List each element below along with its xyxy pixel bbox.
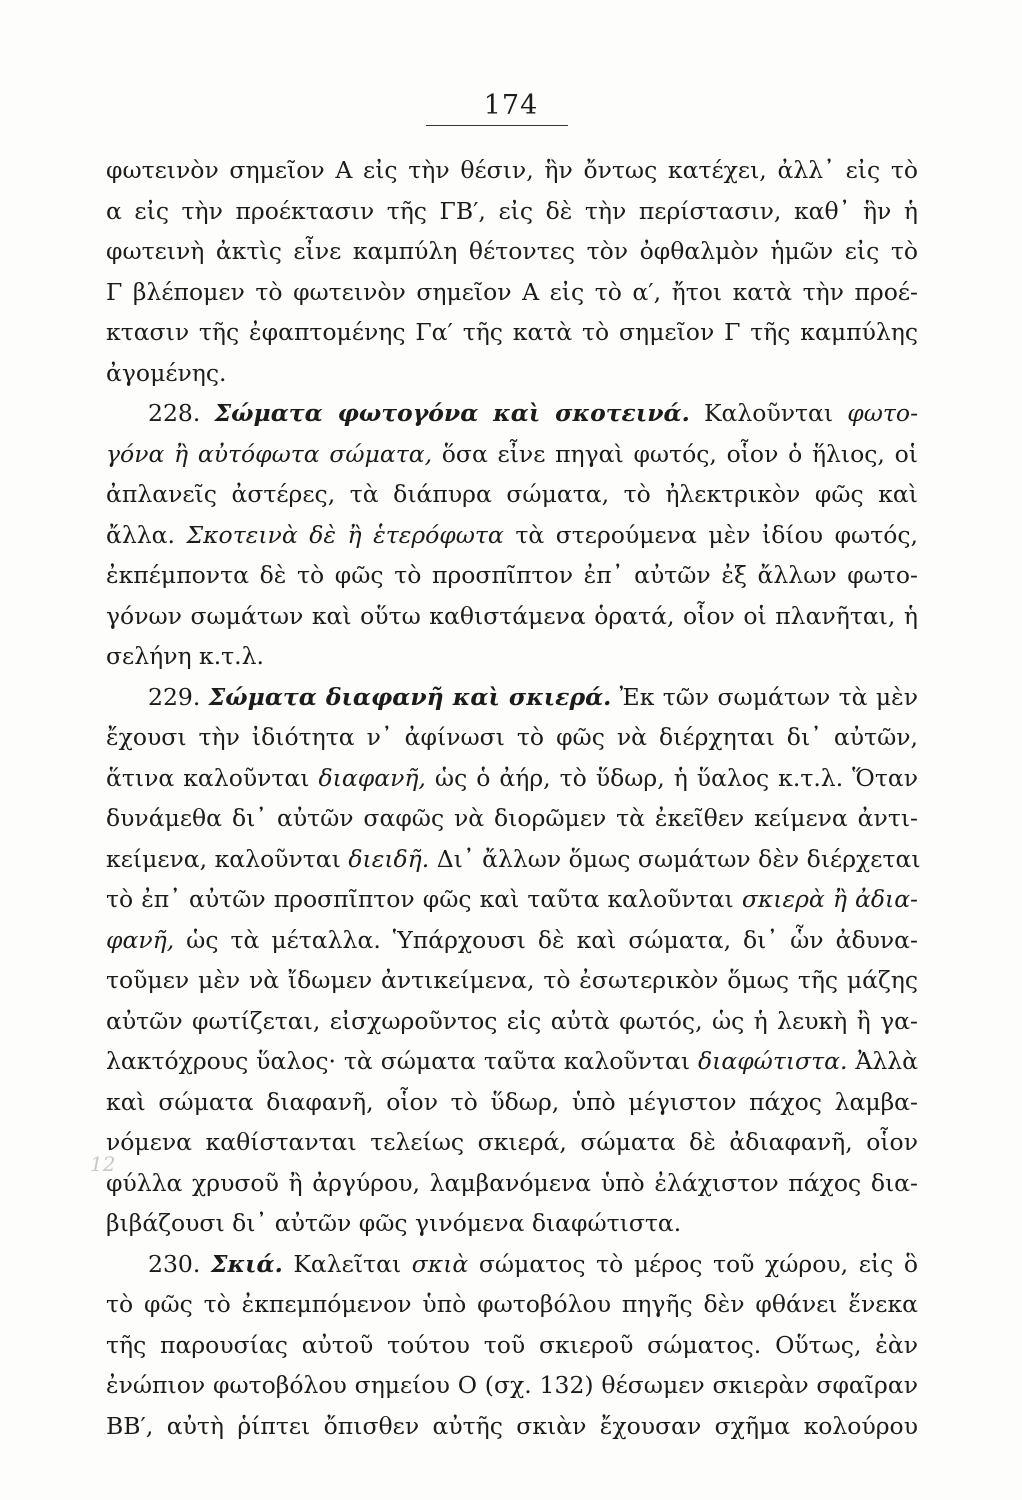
page-number: 174 xyxy=(483,90,539,121)
text-line xyxy=(106,1365,918,1406)
text-line xyxy=(106,1406,918,1447)
section-heading: Σώματα φωτογόνα καὶ σκοτεινά. xyxy=(214,399,690,427)
italic-term: διειδῆ. xyxy=(348,844,430,873)
italic-term: φανῆ, xyxy=(106,925,175,954)
text-line xyxy=(106,758,918,799)
text-run: 230. xyxy=(148,1249,211,1278)
text-run: ἅτινα καλοῦνται xyxy=(106,763,319,792)
text-line xyxy=(106,1284,918,1325)
text-run: Γ βλέπομεν τὸ φωτεινὸν σημεῖον Α εἰς τὸ α′, ἤτοι κατὰ τὴν προέ- xyxy=(106,277,918,306)
text-run: ἀπλανεῖς ἀστέρες, τὰ διάπυρα σώματα, τὸ ἠλεκτρικὸν φῶς καὶ xyxy=(106,480,918,508)
text-line xyxy=(106,1244,918,1285)
text-line xyxy=(106,1082,918,1123)
text-run: τὰ στερούμενα μὲν ἰδίου φωτός, xyxy=(503,520,918,549)
text-line xyxy=(106,1122,918,1163)
section-heading: Σκιά. xyxy=(210,1249,283,1278)
text-line xyxy=(106,353,918,394)
text-run: α εἰς τὴν προέκτασιν τῆς ΓΒ′, εἰς δὲ τὴν περίστασιν, καθ᾽ ἣν ἡ xyxy=(106,196,918,225)
text-run: ἄλλα. xyxy=(106,520,187,549)
text-run: ἔχουσι τὴν ἰδιότητα ν᾽ ἀφίνωσι τὸ φῶς νὰ διέρχηται δι᾽ αὐτῶν, xyxy=(106,723,918,751)
text-line xyxy=(106,839,921,880)
header-rule xyxy=(426,125,568,126)
text-run: ὡς ὁ ἀήρ, τὸ ὕδωρ, ἡ ὕαλος κ.τ.λ. Ὅταν xyxy=(425,763,918,792)
text-run: τῆς παρουσίας αὐτοῦ τούτου τοῦ σκιεροῦ σώματος. Οὕτως, ἐὰν xyxy=(106,1330,918,1359)
text-line xyxy=(106,1325,918,1366)
text-run: τὸ φῶς τὸ ἐκπεμπόμενον ὑπὸ φωτοβόλου πηγῆς δὲν φθάνει ἕνεκα xyxy=(106,1290,918,1318)
text-run: γόνων σωμάτων καὶ οὕτω καθιστάμενα ὁρατά, οἷον οἱ πλανῆται, ἡ xyxy=(106,601,918,630)
text-run: 229. xyxy=(148,682,209,711)
italic-term: σκιερὰ ἢ ἀδια- xyxy=(741,885,919,913)
text-run: τοῦμεν μὲν νὰ ἴδωμεν ἀντικείμενα, τὸ ἐσωτερικὸν ὅμως τῆς μάζης xyxy=(106,966,918,994)
text-run: Καλεῖται xyxy=(282,1249,412,1278)
text-run: ἐκπέμποντα δὲ τὸ φῶς τὸ προσπῖπτον ἐπ᾽ αὐτῶν ἐξ ἄλλων φωτο- xyxy=(106,561,918,589)
text-line xyxy=(106,1041,918,1082)
text-line xyxy=(106,393,918,434)
text-line xyxy=(106,555,918,596)
text-run: φωτεινὸν σημεῖον Α εἰς τὴν θέσιν, ἣν ὄντως κατέχει, ἀλλ᾽ εἰς τὸ xyxy=(106,156,918,184)
text-run: σελήνη κ.τ.λ. xyxy=(106,642,265,670)
text-line xyxy=(106,191,918,232)
text-run: ΒΒ′, αὐτὴ ῥίπτει ὄπισθεν αὐτῆς σκιὰν ἔχουσαν σχῆμα κολούρου xyxy=(106,1411,918,1440)
text-line xyxy=(106,272,918,313)
text-line xyxy=(106,312,918,353)
text-line xyxy=(106,879,918,920)
text-run: τὸ ἐπ᾽ αὐτῶν προσπῖπτον φῶς καὶ ταῦτα καλοῦνται xyxy=(106,885,742,913)
italic-term: σκιὰ xyxy=(411,1249,469,1278)
text-line xyxy=(106,960,918,1001)
text-line xyxy=(106,515,918,556)
italic-term: Σκοτεινὰ δὲ ἢ ἑτερόφωτα xyxy=(186,520,504,549)
text-run: φύλλα χρυσοῦ ἢ ἀργύρου, λαμβανόμενα ὑπὸ ἐλάχιστον πάχος δια- xyxy=(106,1168,918,1197)
text-run: λακτόχρους ὕαλος· τὰ σώματα ταῦτα καλοῦνται xyxy=(106,1047,698,1075)
text-run: ἀγομένης. xyxy=(106,358,227,387)
text-run: κτασιν τῆς ἐφαπτομένης Γα′ τῆς κατὰ τὸ σημεῖον Γ τῆς καμπύλης xyxy=(106,318,918,346)
text-run: 228. xyxy=(148,399,215,427)
text-run: καὶ σώματα διαφανῆ, οἷον τὸ ὕδωρ, ὑπὸ μέγιστον πάχος λαμβα- xyxy=(106,1087,918,1116)
italic-term: διαφανῆ, xyxy=(318,763,426,792)
italic-term: διαφώτιστα. xyxy=(697,1047,848,1075)
italic-term: φωτο- xyxy=(847,399,919,427)
text-line xyxy=(106,150,918,191)
text-run: Ἀλλὰ xyxy=(847,1047,918,1075)
text-line xyxy=(106,636,918,677)
text-run: νόμενα καθίστανται τελείως σκιερά, σώματα δὲ ἀδιαφανῆ, οἷον xyxy=(106,1128,918,1156)
body-text xyxy=(106,150,921,1446)
text-run: Ἐκ τῶν σωμάτων τὰ μὲν xyxy=(611,682,918,711)
text-line xyxy=(106,677,918,718)
text-run: ὅσα εἶνε πηγαὶ φωτός, οἷον ὁ ἥλιος, οἱ xyxy=(432,439,918,468)
text-line xyxy=(106,474,918,515)
text-line xyxy=(106,717,918,758)
italic-term: γόνα ἢ αὐτόφωτα σώματα, xyxy=(106,439,433,468)
section-heading: Σώματα διαφανῆ καὶ σκιερά. xyxy=(208,682,612,711)
text-run: φωτεινὴ ἀκτὶς εἶνε καμπύλη θέτοντες τὸν ὀφθαλμὸν ἡμῶν εἰς τὸ xyxy=(106,237,918,265)
text-run: Δι᾽ ἄλλων ὅμως σωμάτων δὲν διέρχεται xyxy=(429,844,921,873)
text-line xyxy=(106,1163,918,1204)
text-run: σώματος τὸ μέρος τοῦ χώρου, εἰς ὃ xyxy=(468,1249,918,1278)
text-line xyxy=(106,798,918,839)
text-run: ἐνώπιον φωτοβόλου σημείου Ο (σχ. 132) θέσωμεν σκιερὰν σφαῖραν xyxy=(106,1371,918,1399)
text-run: κείμενα, καλοῦνται xyxy=(106,844,349,873)
text-line xyxy=(106,434,918,475)
text-line xyxy=(106,596,918,637)
text-run: αὐτῶν φωτίζεται, εἰσχωροῦντος εἰς αὐτὰ φωτός, ὡς ἡ λευκὴ ἢ γα- xyxy=(106,1006,918,1035)
text-run: δυνάμεθα δι᾽ αὐτῶν σαφῶς νὰ διορῶμεν τὰ ἐκεῖθεν κείμενα ἀντι- xyxy=(106,804,918,832)
text-run: βιβάζουσι δι᾽ αὐτῶν φῶς γινόμενα διαφώτιστα. xyxy=(106,1209,682,1237)
text-run: ὡς τὰ μέταλλα. Ὑπάρχουσι δὲ καὶ σώματα, δι᾽ ὧν ἀδυνα- xyxy=(174,925,918,954)
text-line xyxy=(106,1203,918,1244)
text-line xyxy=(106,1001,918,1042)
text-line xyxy=(106,920,918,961)
text-line xyxy=(106,231,918,272)
text-run: Καλοῦνται xyxy=(689,399,848,427)
margin-pencil-note: 12 xyxy=(90,1152,116,1176)
